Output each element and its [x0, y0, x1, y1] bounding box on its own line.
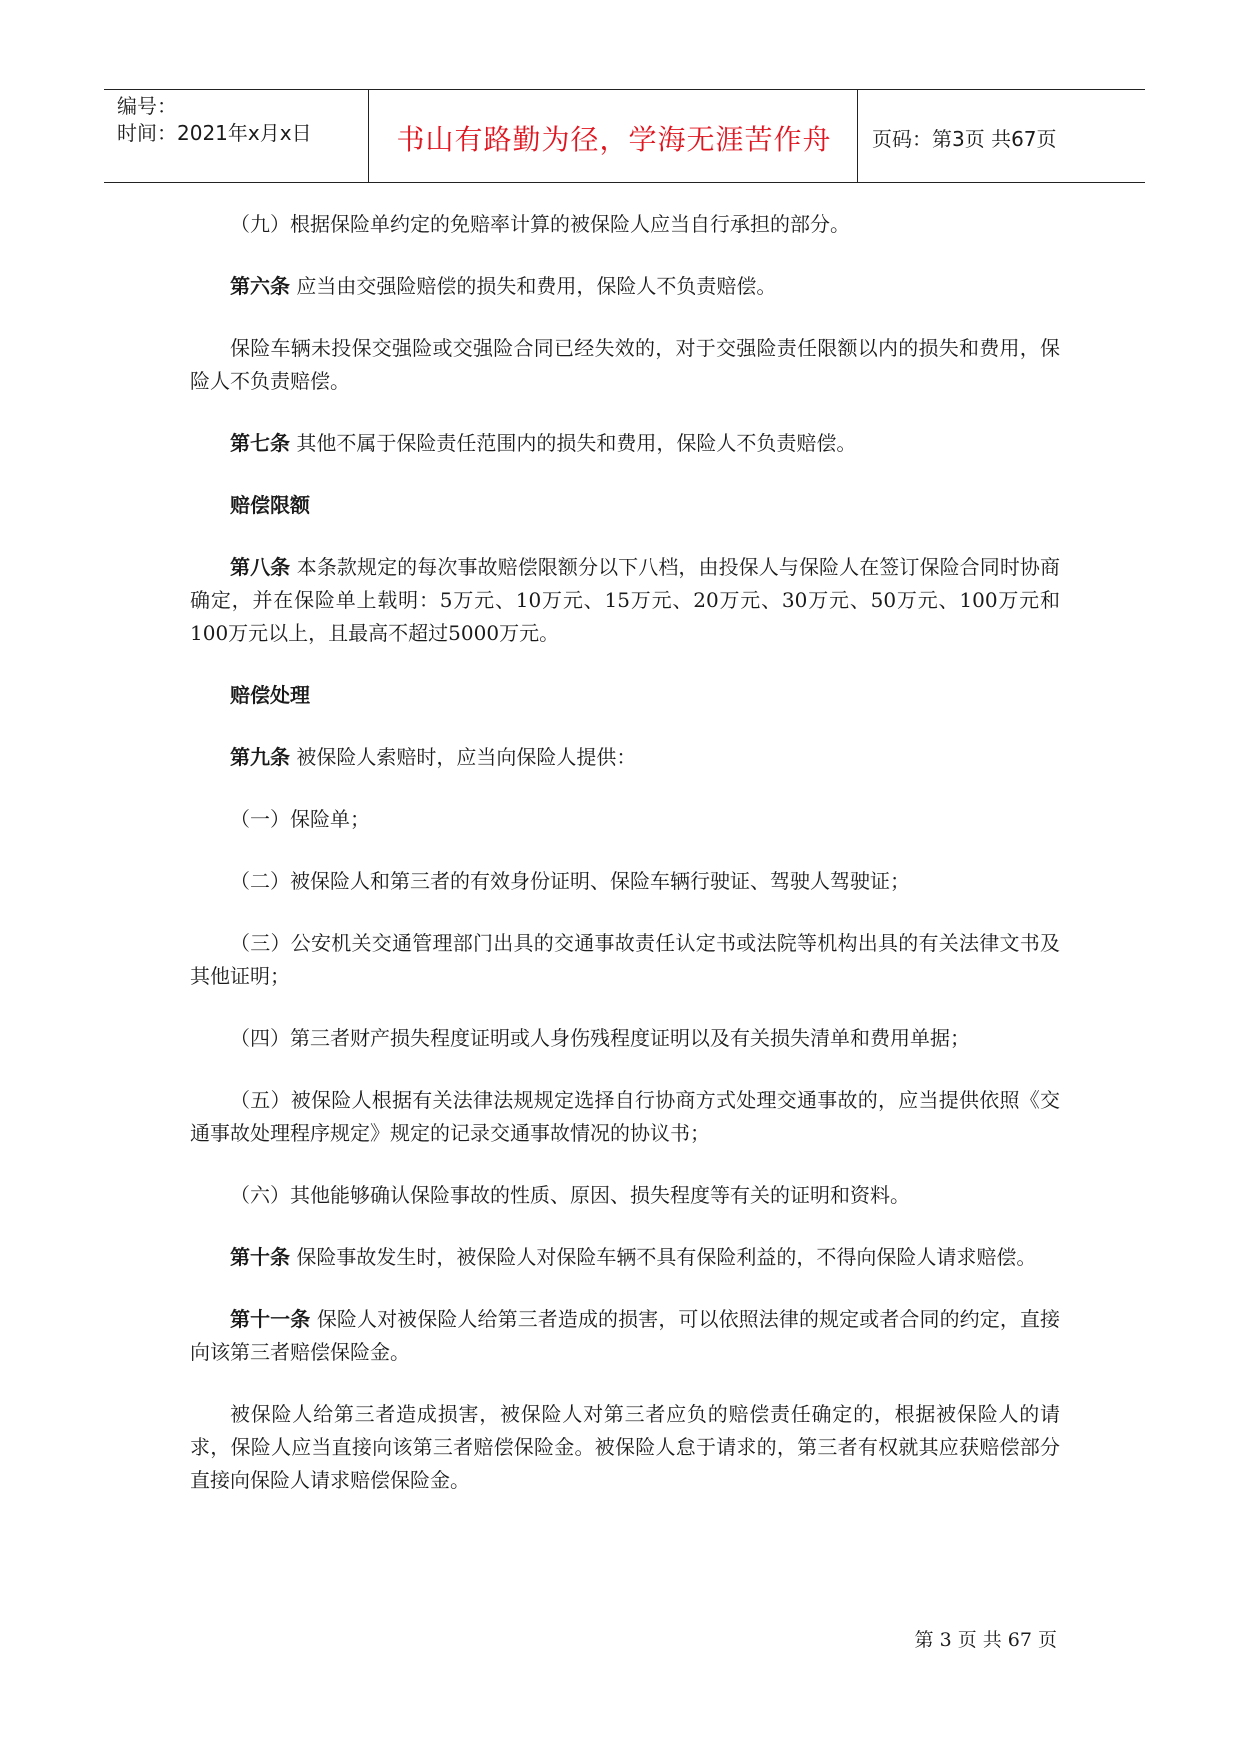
header-bottom-rule — [104, 182, 1145, 183]
header-page-info: 页码：第3页 共67页 — [872, 127, 1057, 151]
article-number: 第十条 — [230, 1245, 290, 1269]
header-separator — [368, 90, 369, 182]
document-paragraph — [190, 927, 1060, 993]
article-number: 第九条 — [230, 745, 290, 769]
document-time: 时间：2021年x月x日 — [117, 121, 312, 145]
header-top-rule — [104, 89, 1145, 90]
document-number-label: 编号： — [117, 94, 177, 118]
document-paragraph — [190, 1398, 1060, 1497]
paragraph-text: （五）被保险人根据有关法律法规规定选择自行协商方式处理交通事故的，应当提供依照《交通事故处理程序规定》规定的记录交通事故情况的协议书； — [190, 1088, 1060, 1145]
paragraph-text: 本条款规定的每次事故赔偿限额分以下八档，由投保人与保险人在签订保险合同时协商确定，并在保险单上载明：5万元、10万元、15万元、20万元、30万元、50万元、100万元和100万元以上，且最高不超过5000万元。 — [190, 555, 1061, 645]
document-paragraph — [190, 270, 1060, 303]
paragraph-text: （一）保险单； — [230, 807, 370, 831]
document-paragraph — [190, 865, 1060, 898]
paragraph-text: （六）其他能够确认保险事故的性质、原因、损失程度等有关的证明和资料。 — [230, 1183, 910, 1207]
document-paragraph — [190, 803, 1060, 836]
paragraph-text: 保险人对被保险人给第三者造成的损害，可以依照法律的规定或者合同的约定，直接向该第三者赔偿保险金。 — [190, 1307, 1061, 1364]
header-motto: 书山有路勤为径，学海无涯苦作舟 — [396, 123, 832, 156]
document-paragraph — [190, 1303, 1060, 1369]
paragraph-text: 被保险人给第三者造成损害，被保险人对第三者应负的赔偿责任确定的，根据被保险人的请求，保险人应当直接向该第三者赔偿保险金。被保险人怠于请求的，第三者有权就其应获赔偿部分直接向保险人请求赔偿保险金。 — [190, 1402, 1060, 1492]
header-separator — [857, 90, 858, 182]
paragraph-text: 被保险人索赔时，应当向保险人提供： — [296, 745, 637, 769]
paragraph-text: 保险事故发生时，被保险人对保险车辆不具有保险利益的，不得向保险人请求赔偿。 — [296, 1245, 1037, 1269]
section-heading: 赔偿处理 — [230, 683, 310, 707]
document-paragraph — [190, 332, 1060, 398]
paragraph-text: （九）根据保险单约定的免赔率计算的被保险人应当自行承担的部分。 — [230, 212, 850, 236]
paragraph-text: 保险车辆未投保交强险或交强险合同已经失效的，对于交强险责任限额以内的损失和费用，保险人不负责赔偿。 — [190, 336, 1060, 393]
document-paragraph — [190, 427, 1060, 460]
document-paragraph — [190, 208, 1060, 241]
section-heading: 赔偿限额 — [230, 493, 310, 517]
page-footer: 第 3 页 共 67 页 — [914, 1629, 1057, 1651]
paragraph-text: 应当由交强险赔偿的损失和费用，保险人不负责赔偿。 — [296, 274, 777, 298]
article-number: 第六条 — [230, 274, 290, 298]
header-meta — [117, 93, 312, 147]
document-body — [190, 208, 1060, 1526]
document-paragraph — [190, 1179, 1060, 1212]
paragraph-text: 其他不属于保险责任范围内的损失和费用，保险人不负责赔偿。 — [296, 431, 857, 455]
article-number: 第十一条 — [230, 1307, 311, 1331]
article-number: 第八条 — [230, 555, 291, 579]
document-paragraph — [190, 1241, 1060, 1274]
document-paragraph — [190, 1084, 1060, 1150]
paragraph-text: （三）公安机关交通管理部门出具的交通事故责任认定书或法院等机构出具的有关法律文书及其他证明； — [190, 931, 1060, 988]
article-number: 第七条 — [230, 431, 290, 455]
paragraph-text: （四）第三者财产损失程度证明或人身伤残程度证明以及有关损失清单和费用单据； — [230, 1026, 970, 1050]
document-paragraph — [190, 551, 1060, 650]
document-paragraph — [190, 741, 1060, 774]
document-paragraph — [190, 1022, 1060, 1055]
paragraph-text: （二）被保险人和第三者的有效身份证明、保险车辆行驶证、驾驶人驾驶证； — [230, 869, 910, 893]
